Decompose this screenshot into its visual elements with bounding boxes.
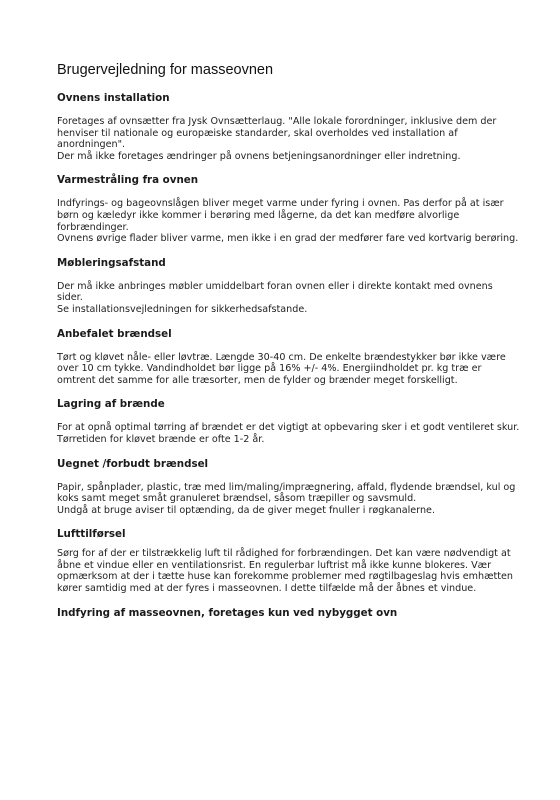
section-heading: Møbleringsafstand <box>57 256 166 269</box>
section-heading: Lagring af brænde <box>57 398 165 411</box>
section-furniture-distance <box>57 257 520 316</box>
section-heading: Uegnet /forbudt brændsel <box>57 457 209 470</box>
paragraph: Se installationsvejledningen for sikkerhedsafstande. <box>57 303 308 315</box>
section-recommended-fuel <box>57 328 520 387</box>
section-heading: Varmestråling fra ovnen <box>57 174 199 187</box>
section-heat-radiation <box>57 174 520 244</box>
section-air-supply <box>57 528 520 594</box>
paragraph: Sørg for af der er tilstrækkelig luft til rådighed for forbrændingen. Det kan være nødvendigt at åbne et vindue eller en ventilationsrist. En regulerbar luftrist må ikke kunne blokeres. Vær opmærksom at der i tætte huse kan forekomme problemer med røgtilbageslag hvis emhætten kører samtidig med at der fyres i masseovnen. I dette tilfælde må der åbnes et vindue. <box>57 548 513 595</box>
document-title: Brugervejledning for masseovnen <box>57 62 274 78</box>
paragraph: For at opnå optimal tørring af brændet er det vigtigt at opbevaring sker i et godt ventileret skur. Tørretiden for kløvet brænde er ofte 1-2 år. <box>57 422 520 445</box>
paragraph: Indfyrings- og bageovnslågen bliver meget varme under fyring i ovnen. Pas derfor på at især børn og kæledyr ikke kommer i berøring med lågerne, da det kan medføre alvorlige forbrændinger. <box>57 198 504 233</box>
section-heading: Ovnens installation <box>57 92 170 104</box>
section-firewood-storage <box>57 398 520 445</box>
paragraph: Undgå at bruge aviser til optænding, da de giver meget fnuller i røgkanalerne. <box>57 504 435 516</box>
paragraph: Papir, spånplader, plastic, træ med lim/maling/imprægnering, affald, flydende brændsel, kul og koks samt meget småt granuleret brændsel, såsom træpiller og savsmuld. <box>57 481 516 505</box>
final-section-heading: Indfyring af masseovnen, foretages kun ved nybygget ovn <box>57 606 398 619</box>
section-heading: Anbefalet brændsel <box>57 327 172 340</box>
section-installation <box>57 92 520 162</box>
section-unsuitable-fuel <box>57 458 520 517</box>
paragraph: Ovnens øvrige flader bliver varme, men ikke i en grad der medfører fare ved kortvarig berøring. <box>57 233 519 245</box>
paragraph: Tørt og kløvet nåle- eller løvtræ. Længde 30-40 cm. De enkelte brændestykker bør ikke være over 10 cm tykke. Vandindholdet bør ligge på 16% +/- 4%. Energiindholdet pr. kg træ er omtrent det samme for alle træsorter, men de fylder og brænder meget forskelligt. <box>57 351 506 386</box>
section-heading: Lufttilførsel <box>57 528 126 541</box>
paragraph: Der må ikke anbringes møbler umiddelbart foran ovnen eller i direkte kontakt med ovnens sider. <box>57 280 493 304</box>
paragraph: Der må ikke foretages ændringer på ovnens betjeningsanordninger eller indretning. <box>57 150 461 162</box>
paragraph: Foretages af ovnsætter fra Jysk Ovnsætterlaug. "Alle lokale forordninger, inklusive dem der henviser til nationale og europæiske standarder, skal overholdes ved installation af anordningen". <box>57 116 497 151</box>
